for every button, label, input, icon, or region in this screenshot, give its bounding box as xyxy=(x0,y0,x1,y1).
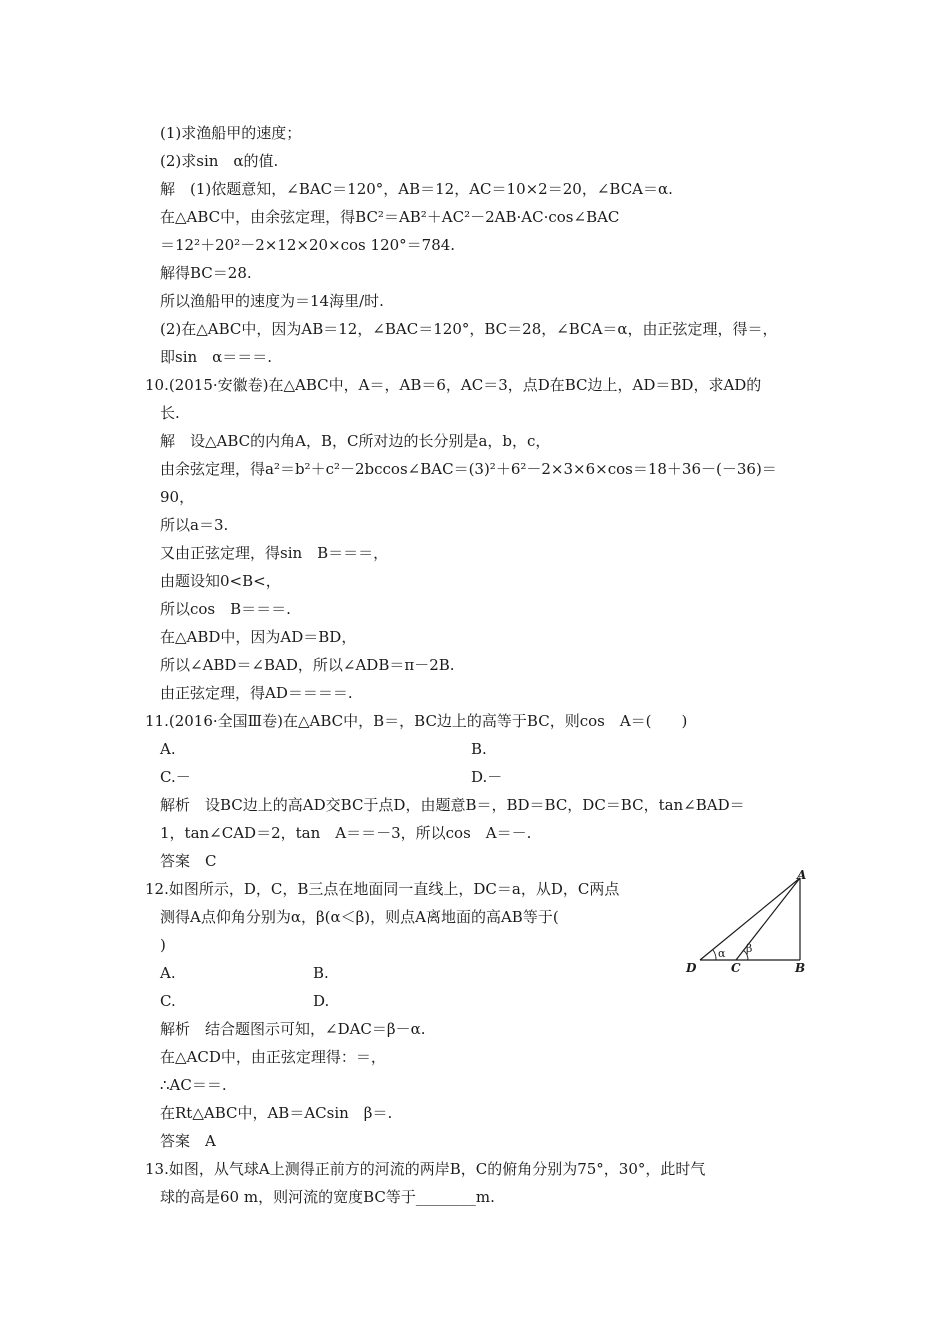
solution-line: 又由正弦定理，得sin B＝＝＝， xyxy=(160,544,389,562)
question-1: (1)求渔船甲的速度； xyxy=(160,124,302,142)
option-a: A. xyxy=(160,964,176,982)
triangle-figure xyxy=(680,868,810,978)
vertex-c-label: C xyxy=(731,961,741,975)
option-b: B. xyxy=(313,964,329,982)
solution-line: 由正弦定理，得AD＝＝＝＝. xyxy=(160,684,353,702)
solution-line: 90， xyxy=(160,488,195,506)
beta-label: β xyxy=(746,942,753,955)
solution-line: 解 设△ABC的内角A，B，C所对边的长分别是a，b，c， xyxy=(160,432,551,450)
solution-line: 由题设知0<B<， xyxy=(160,572,281,590)
analysis-line: ∴AC＝＝. xyxy=(160,1076,227,1094)
solution-line: 所以渔船甲的速度为＝14海里/时. xyxy=(160,292,384,310)
analysis-line: 1，tan∠CAD＝2，tan A＝＝－3，所以cos A＝－. xyxy=(160,824,532,842)
solution-line: 所以a＝3. xyxy=(160,516,229,534)
problem-stem: 11.(2016·全国Ⅲ卷)在△ABC中，B＝，BC边上的高等于BC，则cos A＝( ) xyxy=(145,712,688,730)
problem-stem: 13.如图，从气球A上测得正前方的河流的两岸B，C的俯角分别为75°，30°，此时气 xyxy=(145,1160,706,1178)
option-c: C. xyxy=(160,992,176,1010)
problem-stem: 长. xyxy=(160,404,180,422)
alpha-label: α xyxy=(718,947,726,960)
problem-stem: 测得A点仰角分别为α，β(α＜β)，则点A离地面的高AB等于( xyxy=(160,908,559,926)
alpha-arc xyxy=(713,950,716,960)
question-2: (2)求sin α的值. xyxy=(160,152,279,170)
solution-line: 解得BC＝28. xyxy=(160,264,252,282)
solution-line: 所以∠ABD＝∠BAD，所以∠ADB＝π－2B. xyxy=(160,656,455,674)
analysis-line: 在Rt△ABC中，AB＝ACsin β＝. xyxy=(160,1104,393,1122)
problem-stem: ) xyxy=(160,936,166,954)
vertex-b-label: B xyxy=(795,961,806,975)
analysis-line: 解析 设BC边上的高AD交BC于点D，由题意B＝，BD＝BC，DC＝BC，tan∠BAD＝ xyxy=(160,796,745,814)
answer-line: 答案 C xyxy=(160,852,217,870)
vertex-d-label: D xyxy=(686,961,697,975)
problem-stem: 12.如图所示，D，C，B三点在地面同一直线上，DC＝a，从D，C两点 xyxy=(145,880,620,898)
option-d: D. xyxy=(313,992,330,1010)
problem-stem: 球的高是60 m，则河流的宽度BC等于________m. xyxy=(160,1188,495,1206)
solution-line: 由余弦定理，得a²＝b²＋c²－2bccos∠BAC＝(3)²＋6²－2×3×6×cos＝18＋36－(－36)＝ xyxy=(160,460,777,478)
answer-line: 答案 A xyxy=(160,1132,216,1150)
analysis-line: 解析 结合题图示可知，∠DAC＝β－α. xyxy=(160,1020,426,1038)
solution-line: 在△ABD中，因为AD＝BD， xyxy=(160,628,357,646)
option-b: B. xyxy=(471,740,487,758)
solution-line: ＝12²＋20²－2×12×20×cos 120°＝784. xyxy=(160,236,456,254)
option-c: C.－ xyxy=(160,768,191,786)
solution-line: 在△ABC中，由余弦定理，得BC²＝AB²＋AC²－2AB·AC·cos∠BAC xyxy=(160,208,620,226)
analysis-line: 在△ACD中，由正弦定理得：＝， xyxy=(160,1048,386,1066)
option-d: D.－ xyxy=(471,768,503,786)
problem-stem: 10.(2015·安徽卷)在△ABC中，A＝，AB＝6，AC＝3，点D在BC边上，AD＝BD，求AD的 xyxy=(145,376,762,394)
solution-line: 所以cos B＝＝＝. xyxy=(160,600,291,618)
solution-line: 解 (1)依题意知，∠BAC＝120°，AB＝12，AC＝10×2＝20，∠BCA＝α. xyxy=(160,180,673,198)
solution-line: 即sin α＝＝＝. xyxy=(160,348,273,366)
option-a: A. xyxy=(160,740,176,758)
vertex-a-label: A xyxy=(797,868,807,882)
solution-line: (2)在△ABC中，因为AB＝12，∠BAC＝120°，BC＝28，∠BCA＝α，由正弦定理，得＝， xyxy=(160,320,778,338)
